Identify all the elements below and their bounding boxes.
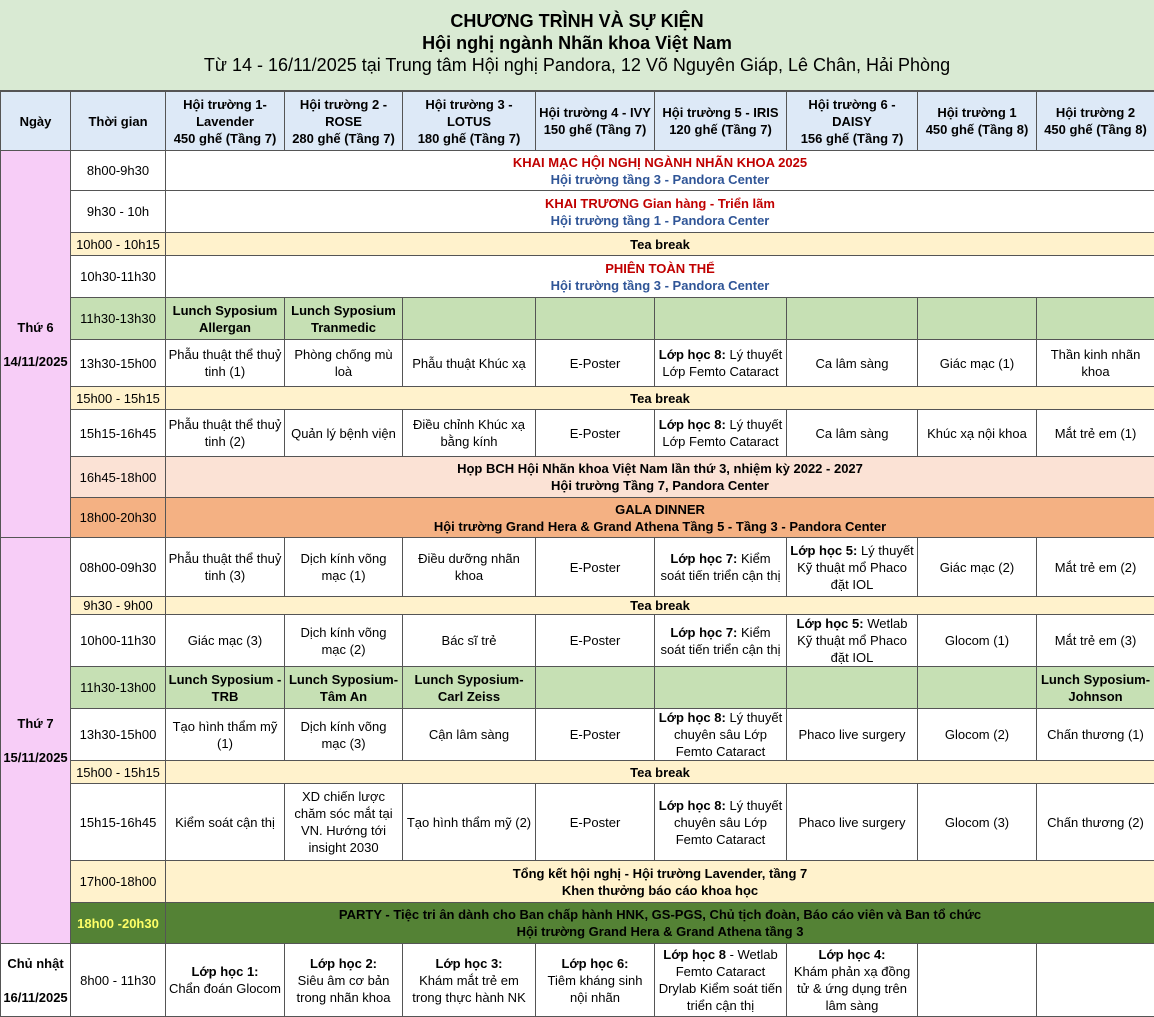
session-cell: Lớp học 7: Kiểm soát tiến triển cận thị (655, 538, 787, 597)
lunch-cell: Lunch Syposium- Carl Zeiss (403, 667, 536, 709)
schedule-table (0, 91, 1154, 1017)
tea-break: Tea break (166, 233, 1154, 256)
time-cell: 13h30-15h00 (71, 340, 166, 387)
session-cell: Dịch kính võng mạc (1) (285, 538, 403, 597)
main-title: CHƯƠNG TRÌNH VÀ SỰ KIỆN (0, 0, 1154, 32)
session-cell: Lớp học 6: Tiêm kháng sinh nội nhãn (536, 944, 655, 1017)
session-cell: Dịch kính võng mạc (2) (285, 615, 403, 667)
session-cell: Lớp học 8 - Wetlab Femto Cataract Drylab Kiểm soát tiến triển cận thị (655, 944, 787, 1017)
session-cell: Bác sĩ trẻ (403, 615, 536, 667)
time-cell: 9h30 - 9h00 (71, 597, 166, 615)
table-row (1, 903, 1154, 944)
header-hall-4: Hội trường 4 - IVY 150 ghế (Tầng 7) (536, 92, 655, 151)
table-row (1, 861, 1154, 903)
time-cell: 15h00 - 15h15 (71, 387, 166, 410)
session-cell: Khúc xạ nội khoa (918, 410, 1037, 457)
event-bch-meeting: Họp BCH Hội Nhãn khoa Việt Nam lần thứ 3, nhiệm kỳ 2022 - 2027 Hội trường Tầng 7, Pandora Center (166, 457, 1154, 498)
lunch-cell: Lunch Syposium Tranmedic (285, 298, 403, 340)
time-cell: 18h00-20h30 (71, 498, 166, 538)
empty-cell (787, 667, 918, 709)
time-cell: 11h30-13h00 (71, 667, 166, 709)
session-cell: Phẫu thuật Khúc xạ (403, 340, 536, 387)
session-cell: Quản lý bệnh viện (285, 410, 403, 457)
time-cell: 10h00 - 10h15 (71, 233, 166, 256)
empty-cell (536, 298, 655, 340)
header-hall-3: Hội trường 3 - LOTUS 180 ghế (Tầng 7) (403, 92, 536, 151)
table-row (1, 410, 1154, 457)
session-cell: Phẫu thuật thể thuỷ tinh (2) (166, 410, 285, 457)
session-cell: Lớp học 3: Khám mắt trẻ em trong thực hành NK (403, 944, 536, 1017)
empty-cell (403, 298, 536, 340)
session-cell: E-Poster (536, 784, 655, 861)
header-row (1, 92, 1154, 151)
table-row (1, 191, 1154, 233)
day-cell-saturday: Thứ 7 15/11/2025 (1, 538, 71, 944)
session-cell: Thần kinh nhãn khoa (1037, 340, 1154, 387)
empty-cell (787, 298, 918, 340)
time-cell: 08h00-09h30 (71, 538, 166, 597)
empty-cell (1037, 944, 1154, 1017)
event-closing-summary: Tổng kết hội nghị - Hội trường Lavender, tầng 7 Khen thưởng báo cáo khoa học (166, 861, 1154, 903)
tea-break: Tea break (166, 387, 1154, 410)
session-cell: Lớp học 8: Lý thuyết chuyên sâu Lớp Femto Cataract (655, 784, 787, 861)
sub-title: Hội nghị ngành Nhãn khoa Việt Nam (0, 32, 1154, 54)
table-row (1, 256, 1154, 298)
time-cell: 16h45-18h00 (71, 457, 166, 498)
header-hall-7: Hội trường 1 450 ghế (Tầng 8) (918, 92, 1037, 151)
empty-cell (655, 298, 787, 340)
session-cell: XD chiến lược chăm sóc mắt tại VN. Hướng tới insight 2030 (285, 784, 403, 861)
session-cell: Phẫu thuật thể thuỷ tinh (1) (166, 340, 285, 387)
session-cell: E-Poster (536, 709, 655, 761)
session-cell: Điều chỉnh Khúc xạ bằng kính (403, 410, 536, 457)
session-cell: E-Poster (536, 410, 655, 457)
table-row (1, 761, 1154, 784)
header-time: Thời gian (71, 92, 166, 151)
tea-break: Tea break (166, 597, 1154, 615)
table-row (1, 457, 1154, 498)
time-cell: 15h00 - 15h15 (71, 761, 166, 784)
table-row (1, 151, 1154, 191)
session-cell: E-Poster (536, 615, 655, 667)
session-cell: Chấn thương (1) (1037, 709, 1154, 761)
session-cell: Lớp học 8: Lý thuyết Lớp Femto Cataract (655, 410, 787, 457)
empty-cell (918, 944, 1037, 1017)
table-row (1, 498, 1154, 538)
header-hall-6: Hội trường 6 - DAISY 156 ghế (Tầng 7) (787, 92, 918, 151)
session-cell: Dịch kính võng mạc (3) (285, 709, 403, 761)
empty-cell (655, 667, 787, 709)
session-cell: Ca lâm sàng (787, 410, 918, 457)
table-row (1, 615, 1154, 667)
session-cell: Giác mạc (1) (918, 340, 1037, 387)
time-cell: 18h00 -20h30 (71, 903, 166, 944)
session-cell: Chấn thương (2) (1037, 784, 1154, 861)
time-cell: 9h30 - 10h (71, 191, 166, 233)
session-cell: Lớp học 5: Wetlab Kỹ thuật mổ Phaco đặt IOL (787, 615, 918, 667)
session-cell: Lớp học 1: Chẩn đoán Glocom (166, 944, 285, 1017)
time-cell: 10h30-11h30 (71, 256, 166, 298)
table-row (1, 784, 1154, 861)
venue-line: Từ 14 - 16/11/2025 tại Trung tâm Hội nghị Pandora, 12 Võ Nguyên Giáp, Lê Chân, Hải Phòng (0, 54, 1154, 76)
lunch-cell: Lunch Syposium- Johnson (1037, 667, 1154, 709)
lunch-cell: Lunch Syposium- Tâm An (285, 667, 403, 709)
session-cell: Ca lâm sàng (787, 340, 918, 387)
event-gala-dinner: GALA DINNER Hội trường Grand Hera & Grand Athena Tầng 5 - Tầng 3 - Pandora Center (166, 498, 1154, 538)
table-row (1, 538, 1154, 597)
header-day: Ngày (1, 92, 71, 151)
session-cell: Glocom (1) (918, 615, 1037, 667)
empty-cell (918, 298, 1037, 340)
time-cell: 15h15-16h45 (71, 784, 166, 861)
session-cell: Kiểm soát cận thị (166, 784, 285, 861)
session-cell: Tạo hình thẩm mỹ (2) (403, 784, 536, 861)
session-cell: E-Poster (536, 538, 655, 597)
session-cell: Điều dưỡng nhãn khoa (403, 538, 536, 597)
table-row (1, 709, 1154, 761)
empty-cell (918, 667, 1037, 709)
table-row (1, 944, 1154, 1017)
header-hall-5: Hội trường 5 - IRIS 120 ghế (Tầng 7) (655, 92, 787, 151)
empty-cell (1037, 298, 1154, 340)
day-cell-sunday: Chủ nhật 16/11/2025 (1, 944, 71, 1017)
event-plenary: PHIÊN TOÀN THỂ Hội trường tầng 3 - Pandora Center (166, 256, 1154, 298)
header-hall-1: Hội trường 1- Lavender 450 ghế (Tầng 7) (166, 92, 285, 151)
session-cell: Lớp học 4: Khám phản xạ đồng tử & ứng dụng trên lâm sàng (787, 944, 918, 1017)
session-cell: Giác mạc (2) (918, 538, 1037, 597)
time-cell: 8h00-9h30 (71, 151, 166, 191)
session-cell: Phẫu thuật thể thuỷ tinh (3) (166, 538, 285, 597)
time-cell: 13h30-15h00 (71, 709, 166, 761)
table-row (1, 298, 1154, 340)
time-cell: 8h00 - 11h30 (71, 944, 166, 1017)
table-row (1, 340, 1154, 387)
time-cell: 11h30-13h30 (71, 298, 166, 340)
time-cell: 15h15-16h45 (71, 410, 166, 457)
day-cell-friday: Thứ 6 14/11/2025 (1, 151, 71, 538)
session-cell: Lớp học 8: Lý thuyết Lớp Femto Cataract (655, 340, 787, 387)
session-cell: Lớp học 7: Kiểm soát tiến triển cận thị (655, 615, 787, 667)
table-row (1, 233, 1154, 256)
table-row (1, 667, 1154, 709)
event-exhibition: KHAI TRƯƠNG Gian hàng - Triển lãm Hội trường tầng 1 - Pandora Center (166, 191, 1154, 233)
session-cell: Lớp học 2: Siêu âm cơ bản trong nhãn khoa (285, 944, 403, 1017)
event-opening: KHAI MẠC HỘI NGHỊ NGÀNH NHÃN KHOA 2025 Hội trường tầng 3 - Pandora Center (166, 151, 1154, 191)
time-cell: 17h00-18h00 (71, 861, 166, 903)
session-cell: Glocom (3) (918, 784, 1037, 861)
session-cell: E-Poster (536, 340, 655, 387)
session-cell: Tạo hình thẩm mỹ (1) (166, 709, 285, 761)
event-party: PARTY - Tiệc tri ân dành cho Ban chấp hành HNK, GS-PGS, Chủ tịch đoàn, Báo cáo viên và Ban tổ chức Hội trường Grand Hera & Grand Athena tầng 3 (166, 903, 1154, 944)
lunch-cell: Lunch Syposium - TRB (166, 667, 285, 709)
session-cell: Cận lâm sàng (403, 709, 536, 761)
session-cell: Glocom (2) (918, 709, 1037, 761)
title-band (0, 0, 1154, 91)
tea-break: Tea break (166, 761, 1154, 784)
time-cell: 10h00-11h30 (71, 615, 166, 667)
session-cell: Mắt trẻ em (2) (1037, 538, 1154, 597)
lunch-cell: Lunch Syposium Allergan (166, 298, 285, 340)
session-cell: Giác mạc (3) (166, 615, 285, 667)
table-row (1, 597, 1154, 615)
session-cell: Phaco live surgery (787, 784, 918, 861)
session-cell: Phaco live surgery (787, 709, 918, 761)
session-cell: Phòng chống mù loà (285, 340, 403, 387)
header-hall-8: Hội trường 2 450 ghế (Tầng 8) (1037, 92, 1154, 151)
empty-cell (536, 667, 655, 709)
session-cell: Mắt trẻ em (3) (1037, 615, 1154, 667)
header-hall-2: Hội trường 2 - ROSE 280 ghế (Tầng 7) (285, 92, 403, 151)
session-cell: Lớp học 8: Lý thuyết chuyên sâu Lớp Femto Cataract (655, 709, 787, 761)
session-cell: Lớp học 5: Lý thuyết Kỹ thuật mổ Phaco đặt IOL (787, 538, 918, 597)
table-row (1, 387, 1154, 410)
session-cell: Mắt trẻ em (1) (1037, 410, 1154, 457)
